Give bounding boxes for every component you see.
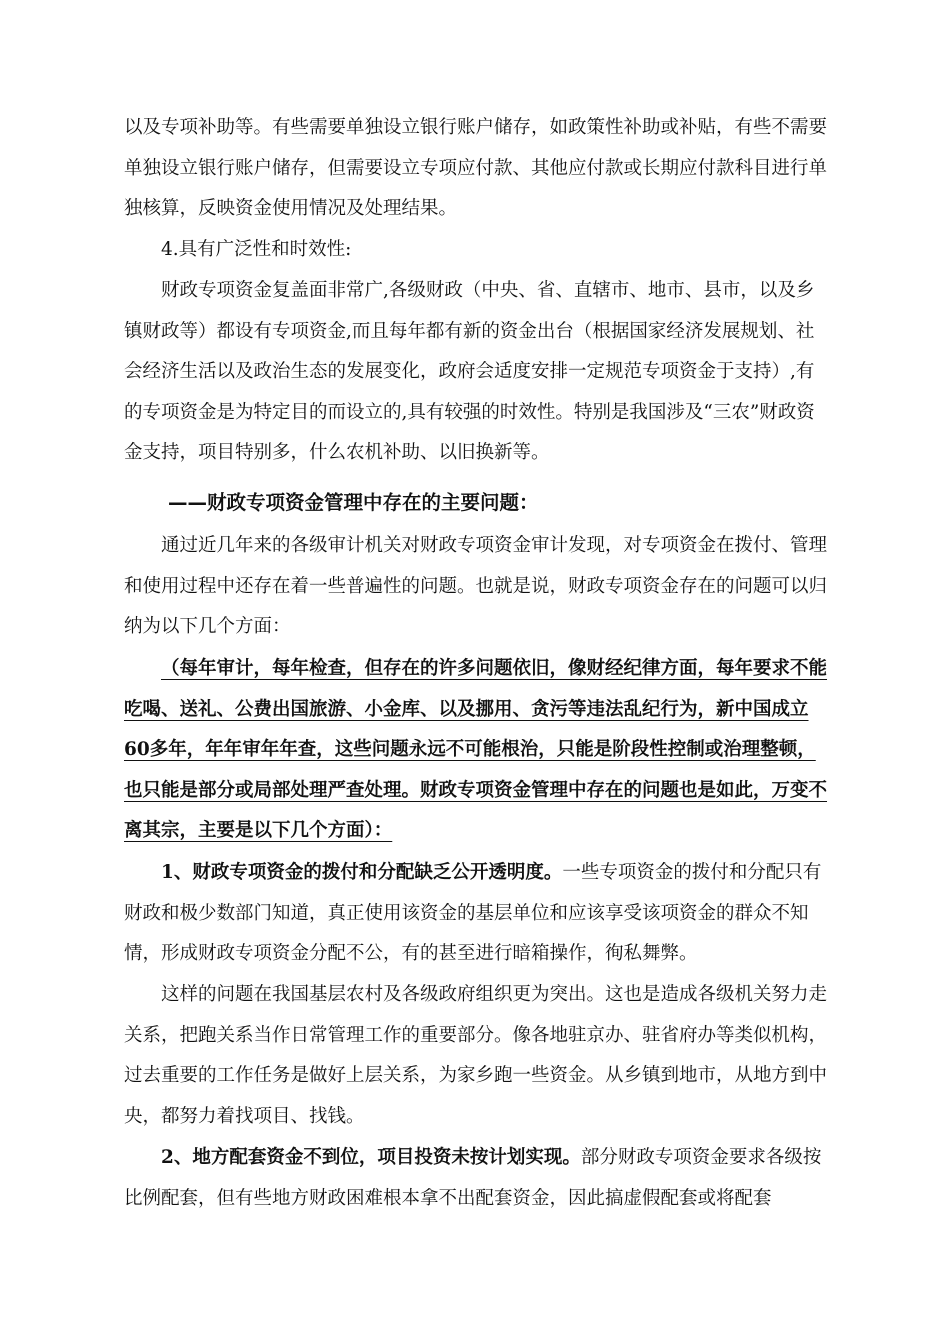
problem-1-body: 一些专项资金的拨付和分配只有财政和极少数部门知道，真正使用该资金的基层单位和应该享受该项资金的群众不知情，形成财政专项资金分配不公，有的甚至进行暗箱操作，徇私舞弊。 (124, 862, 822, 965)
paragraph-problem-1 (124, 853, 830, 975)
paragraph-item-4-title: 4.具有广泛性和时效性: (161, 239, 352, 260)
section-heading: ——财政专项资金管理中存在的主要问题： (168, 491, 539, 514)
paragraph-audit-findings: 通过近几年来的各级审计机关对财政专项资金审计发现，对专项资金在拨付、管理和使用过程中还存在着一些普遍性的问题。也就是说，财政专项资金存在的问题可以归纳为以下几个方面： (124, 535, 828, 638)
problem-1-title: 1、财政专项资金的拨付和分配缺乏公开透明度。 (161, 862, 563, 883)
paragraph-coverage: 财政专项资金复盖面非常广,各级财政（中央、省、直辖市、地市、县市，以及乡镇财政等）都设有专项资金,而且每年都有新的资金出台（根据国家经济发展规划、社会经济生活以及政治生态的发展变化，政府会适度安排一定规范专项资金于支持）,有的专项资金是为特定目的而设立的,具有较强的时效性。特别是我国涉及“三农”财政资金支持，项目特别多，什么农机补助、以旧换新等。 (124, 280, 815, 464)
paragraph-problem-2 (124, 1138, 830, 1219)
paragraph-special-subsidy: 以及专项补助等。有些需要单独设立银行账户储存，如政策性补助或补贴，有些不需要单独设立银行账户储存，但需要设立专项应付款、其他应付款或长期应付款科目进行单独核算，反映资金使用情况及处理结果。 (124, 117, 828, 220)
problem-2-title: 2、地方配套资金不到位，项目投资未按计划实现。 (161, 1147, 581, 1168)
paragraph-grassroots: 这样的问题在我国基层农村及各级政府组织更为突出。这也是造成各级机关努力走关系，把跑关系当作日常管理工作的重要部分。像各地驻京办、驻省府办等类似机构，过去重要的工作任务是做好上层关系，为家乡跑一些资金。从乡镇到地市，从地方到中央，都努力着找项目、找钱。 (124, 984, 828, 1127)
paragraph-highlighted-remark: （每年审计，每年检查，但存在的许多问题依旧，像财经纪律方面，每年要求不能吃喝、送礼、公费出国旅游、小金库、以及挪用、贪污等违法乱纪行为，新中国成立60多年，年年审年年查，这些问题永远不可能根治，只能是阶段性控制或治理整顿，也只能是部分或局部处理严查处理。财政专项资金管理中存在的问题也是如此，万变不离其宗，主要是以下几个方面）： (124, 658, 828, 842)
problem-2-body: 部分财政专项资金要求各级按比例配套，但有些地方财政困难根本拿不出配套资金，因此搞虚假配套或将配套 (124, 1147, 822, 1209)
